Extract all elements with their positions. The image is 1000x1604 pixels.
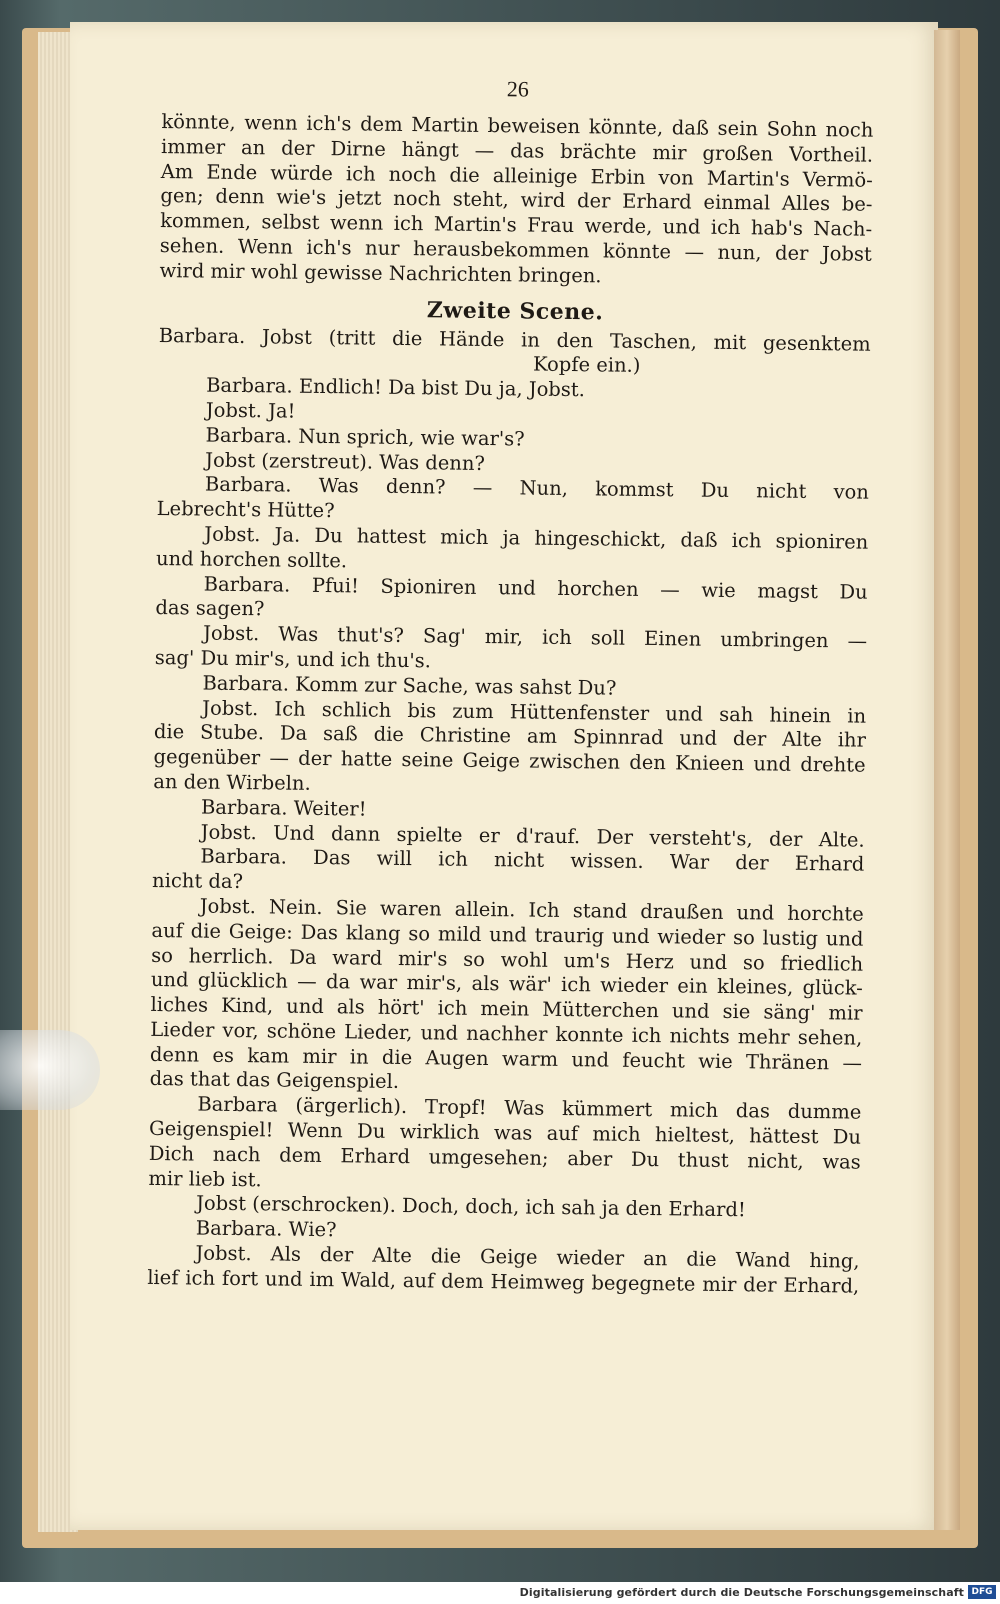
dfg-logo: DFG: [968, 1585, 996, 1599]
dialogue-line: Barbara. Pfui! Spioniren und horchen — wie magst Du: [203, 572, 868, 604]
dialogue-line: Lebrecht's Hütte?: [156, 497, 335, 523]
intro-paragraph: [159, 110, 873, 292]
intro-line: Am Ende würde ich noch die alleinige Erbin von Martin's Vermö-: [160, 159, 873, 192]
dialogue-line: Jobst. Nein. Sie waren allein. Ich stand draußen und horchte: [199, 894, 864, 926]
dialogue-line: und glücklich — da war mir's, als wär' ich wieder ein kleines, glück-: [150, 968, 863, 1000]
dialogue-line: und horchen sollte.: [155, 546, 348, 573]
dialogue-line: die Stube. Da saß die Christine am Spinnrad und der Alte ihr: [153, 720, 867, 752]
dialogue-line: Jobst. Als der Alte die Geige wieder an die Wand hing,: [195, 1241, 860, 1273]
dialogue-block: [147, 324, 871, 1300]
dialogue-line: Barbara. Endlich! Da bist Du ja, Jobst.: [206, 373, 586, 402]
dialogue-line: Dich nach dem Erhard umgesehen; aber Du thust nicht, was: [148, 1141, 861, 1174]
dialogue-line: Barbara. Komm zur Sache, was sahst Du?: [202, 671, 617, 700]
book-right-edge: [934, 30, 960, 1530]
dialogue-line: auf die Geige: Das klang so mild und traurig und wieder so lustig und: [151, 918, 864, 951]
page-clip: [0, 1030, 100, 1110]
dialogue-line: Geigenspiel! Wenn Du wirklich was auf mich hieltest, hättest Du: [148, 1117, 862, 1149]
dialogue-line: liches Kind, und als hört' ich mein Mütterchen und sie säng' mir: [150, 993, 863, 1025]
dialogue-line: Barbara (ärgerlich). Tropf! Was kümmert mich das dumme: [197, 1092, 862, 1124]
dialogue-line: Jobst. Ich schlich bis zum Hüttenfenster und sah hinein in: [202, 696, 867, 728]
dialogue-line: Jobst (erschrocken). Doch, doch, ich sah ja den Erhard!: [196, 1191, 746, 1222]
intro-line: wird mir wohl gewisse Nachrichten bringen.: [159, 258, 602, 288]
dialogue-line: so herrlich. Da ward mir's so wohl um's Herz und so friedlich: [151, 943, 864, 976]
page-text: [147, 72, 874, 1299]
intro-line: könnte, wenn ich's dem Martin beweisen könnte, daß sein Sohn noch: [161, 109, 874, 142]
dialogue-line: Lieder vor, schöne Lieder, und nachher konnte ich nichts mehr sehen,: [150, 1017, 863, 1050]
dialogue-line: Jobst (zerstreut). Was denn?: [205, 448, 486, 475]
dialogue-line: sag' Du mir's, und ich thu's.: [154, 645, 432, 673]
dialogue-line: Jobst. Ja!: [205, 398, 296, 423]
dialogue-line: mir lieb ist.: [148, 1166, 262, 1191]
intro-line: sehen. Wenn ich's nur herausbekommen könnte — nun, der Jobst: [159, 233, 872, 266]
dialogue-line: das sagen?: [155, 596, 265, 621]
dialogue-line: denn es kam mir in die Augen warm und feucht wie Thränen —: [149, 1042, 863, 1075]
intro-line: kommen, selbst wenn ich Martin's Frau werde, und ich hab's Nach-: [160, 209, 873, 241]
dialogue-line: Barbara. Weiter!: [200, 795, 367, 821]
dialogue-line: Barbara. Was denn? — Nun, kommst Du nicht von: [204, 472, 870, 505]
dialogue-line: Kopfe ein.): [532, 352, 641, 378]
dialogue-line: Jobst. Ja. Du hattest mich ja hingeschickt, daß ich spioniren: [204, 522, 869, 554]
footer-credit: Digitalisierung gefördert durch die Deutsche Forschungsgemeinschaft: [519, 1586, 964, 1599]
intro-line: immer an der Dirne hängt — das brächte mir großen Vortheil.: [160, 134, 874, 167]
dialogue-line: Jobst. Und dann spielte er d'rauf. Der versteht's, der Alte.: [200, 820, 865, 852]
dialogue-line: nicht da?: [151, 869, 244, 894]
dialogue-line: Barbara. Nun sprich, wie war's?: [205, 423, 525, 451]
dialogue-line: gegenüber — der hatte seine Geige zwischen den Knieen und drehte: [153, 745, 866, 777]
dialogue-line: lief ich fort und im Wald, auf dem Heimweg begegnete mir der Erhard,: [147, 1265, 860, 1298]
dialogue-line: Barbara. Wie?: [195, 1216, 337, 1242]
dialogue-line: an den Wirbeln.: [153, 769, 311, 795]
dialogue-line: Barbara. Das will ich nicht wissen. War der Erhard: [200, 844, 865, 876]
dialogue-line: Jobst. Was thut's? Sag' mir, ich soll Einen umbringen —: [203, 621, 868, 653]
dialogue-line: das that das Geigenspiel.: [149, 1067, 400, 1094]
intro-line: gen; denn wie's jetzt noch steht, wird der Erhard einmal Alles be-: [160, 184, 873, 217]
dialogue-line: Barbara. Jobst (tritt die Hände in den Taschen, mit gesenktem: [158, 323, 871, 356]
scene-title: Zweite Scene.: [426, 296, 604, 325]
page-number: 26: [506, 76, 529, 102]
